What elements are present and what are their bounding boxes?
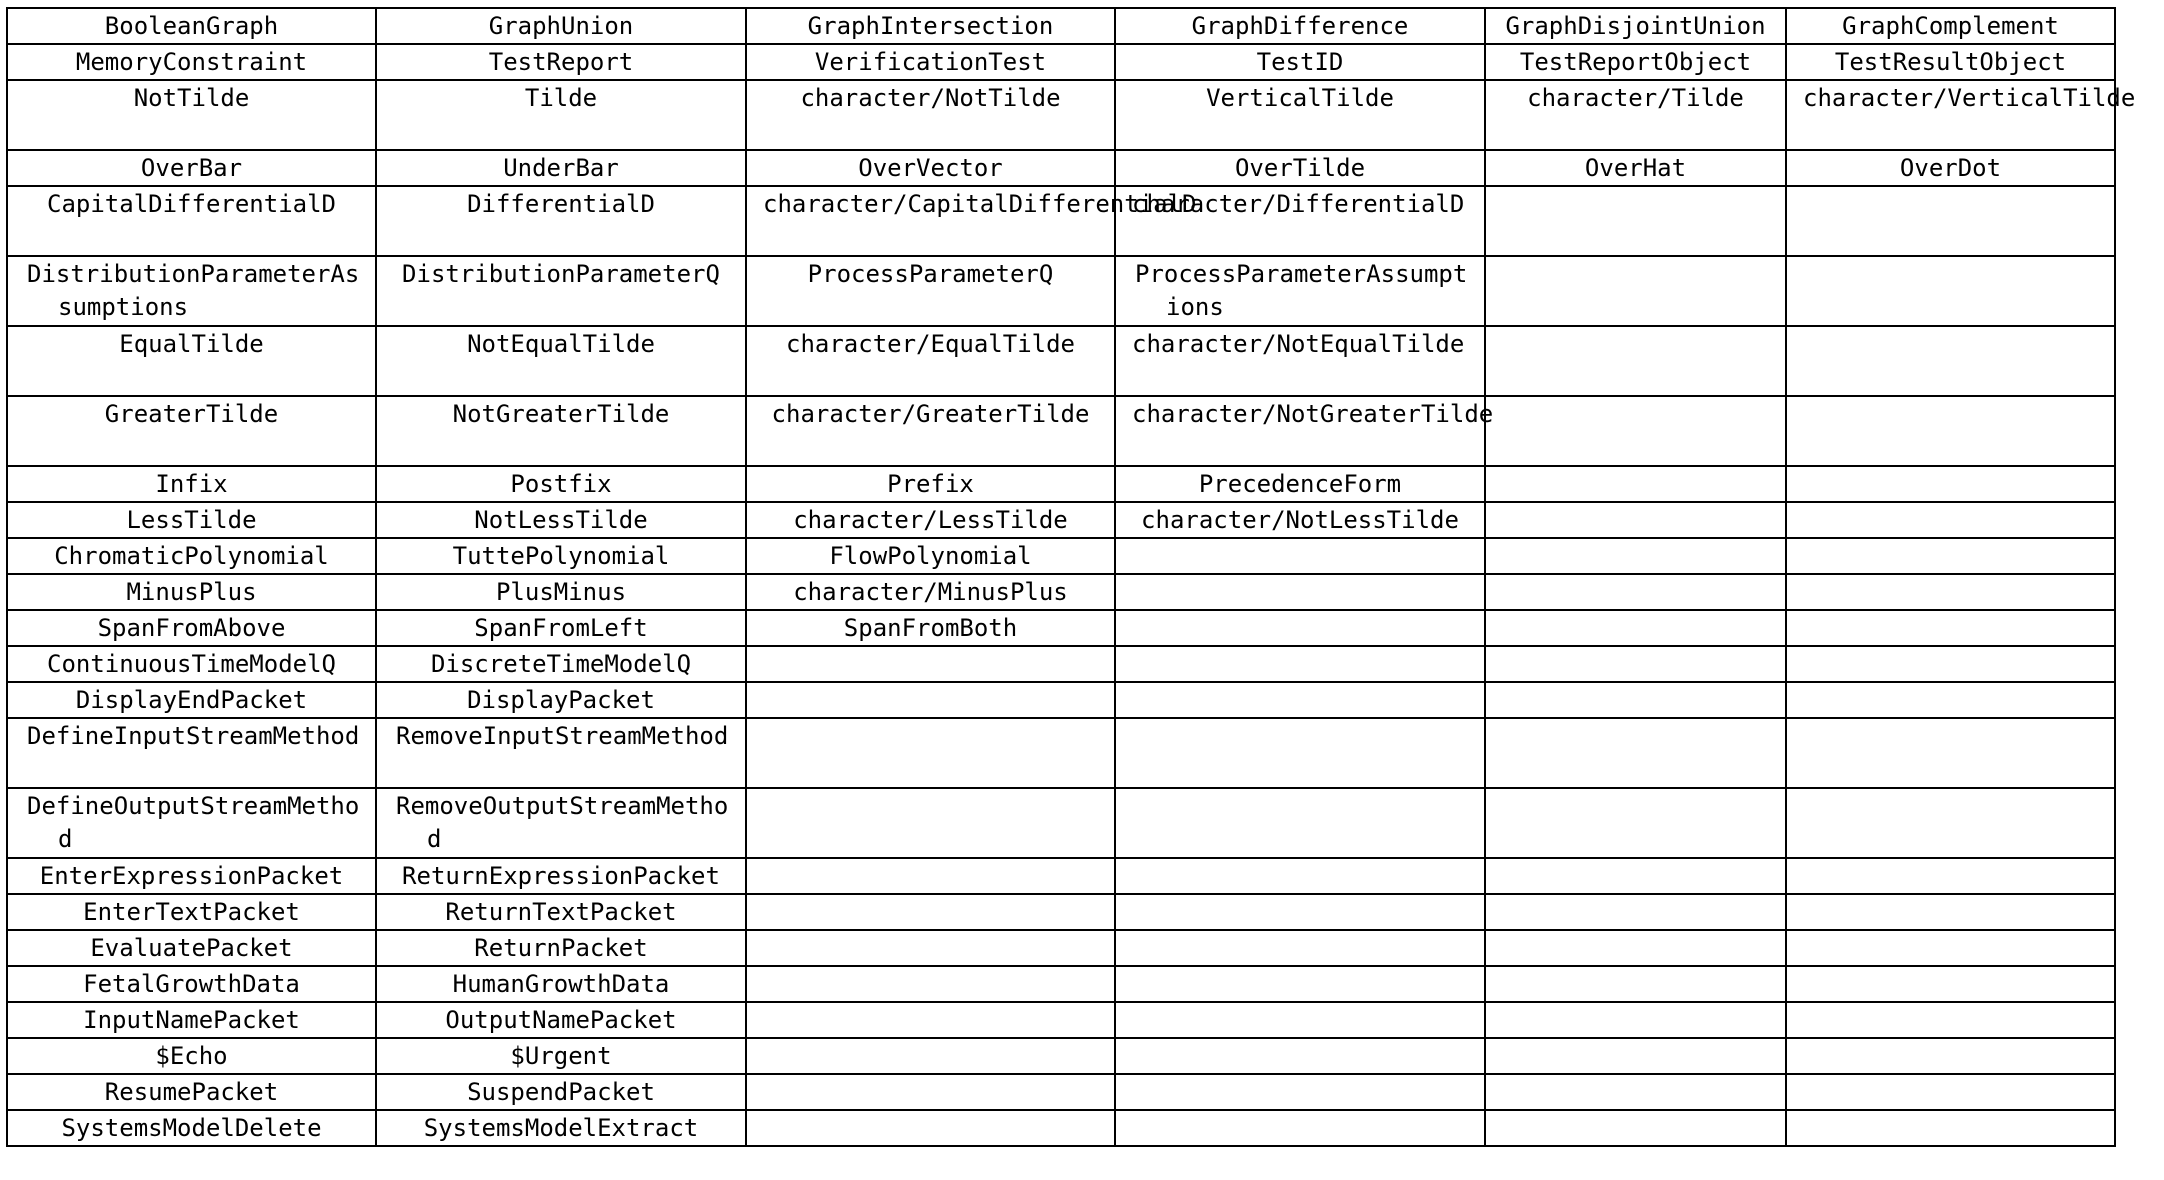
table-cell	[1786, 610, 2115, 646]
table-cell: Prefix	[746, 466, 1115, 502]
table-cell	[746, 646, 1115, 682]
table-row	[7, 1074, 2115, 1110]
table-cell	[1115, 1002, 1485, 1038]
table-cell	[1485, 256, 1786, 326]
table-cell	[1786, 256, 2115, 326]
table-cell: TuttePolynomial	[376, 538, 746, 574]
table-cell	[1115, 1038, 1485, 1074]
table-cell	[1485, 646, 1786, 682]
symbol-table	[6, 7, 2136, 1147]
table-cell	[1786, 574, 2115, 610]
table-cell: DiscreteTimeModelQ	[376, 646, 746, 682]
table-cell	[746, 1038, 1115, 1074]
table-cell	[1786, 538, 2115, 574]
table-row	[7, 1038, 2115, 1074]
table-cell: character/CapitalDifferentialD	[746, 186, 1115, 256]
table-row	[7, 610, 2115, 646]
table-cell	[1115, 858, 1485, 894]
table-cell: NotEqualTilde	[376, 326, 746, 396]
table-cell: Tilde	[376, 80, 746, 150]
table-cell: character/NotGreaterTilde	[1115, 396, 1485, 466]
table-row	[7, 930, 2115, 966]
table-cell: ReturnPacket	[376, 930, 746, 966]
table-cell: ResumePacket	[7, 1074, 376, 1110]
table-cell	[1485, 1038, 1786, 1074]
table-row	[7, 1002, 2115, 1038]
table-cell: RemoveOutputStreamMethod	[376, 788, 746, 858]
table-cell: OutputNamePacket	[376, 1002, 746, 1038]
table-cell: $Urgent	[376, 1038, 746, 1074]
table-cell	[1485, 930, 1786, 966]
table-cell: CapitalDifferentialD	[7, 186, 376, 256]
table-cell: GraphUnion	[376, 8, 746, 44]
table-cell	[746, 1110, 1115, 1146]
table-cell	[1115, 966, 1485, 1002]
table-cell: SpanFromBoth	[746, 610, 1115, 646]
table-cell	[1115, 574, 1485, 610]
table-cell: $Echo	[7, 1038, 376, 1074]
table-cell: PlusMinus	[376, 574, 746, 610]
table-cell: PrecedenceForm	[1115, 466, 1485, 502]
table-cell: VerticalTilde	[1115, 80, 1485, 150]
table-cell	[1786, 396, 2115, 466]
table-cell	[1115, 646, 1485, 682]
table-cell	[746, 1002, 1115, 1038]
table-cell	[1485, 1074, 1786, 1110]
table-cell: ReturnTextPacket	[376, 894, 746, 930]
table-cell: GreaterTilde	[7, 396, 376, 466]
table-cell	[1485, 788, 1786, 858]
table-cell: character/Tilde	[1485, 80, 1786, 150]
table-cell: OverBar	[7, 150, 376, 186]
table-cell	[1786, 186, 2115, 256]
table-cell: FetalGrowthData	[7, 966, 376, 1002]
table-row	[7, 894, 2115, 930]
table-row	[7, 646, 2115, 682]
table-row	[7, 858, 2115, 894]
table-cell: HumanGrowthData	[376, 966, 746, 1002]
table-row	[7, 538, 2115, 574]
table-cell	[1115, 718, 1485, 788]
table-cell: OverHat	[1485, 150, 1786, 186]
table-cell: VerificationTest	[746, 44, 1115, 80]
table-cell	[1786, 1002, 2115, 1038]
table-row	[7, 8, 2115, 44]
table-cell: DistributionParameterQ	[376, 256, 746, 326]
table-cell: DefineOutputStreamMethod	[7, 788, 376, 858]
table-cell: Infix	[7, 466, 376, 502]
table-cell: GraphComplement	[1786, 8, 2115, 44]
table-cell	[1485, 396, 1786, 466]
table-row	[7, 256, 2115, 326]
table-cell: GraphIntersection	[746, 8, 1115, 44]
table-cell: InputNamePacket	[7, 1002, 376, 1038]
table-cell	[1786, 466, 2115, 502]
table-cell	[1115, 930, 1485, 966]
table-cell: RemoveInputStreamMethod	[376, 718, 746, 788]
table-row	[7, 396, 2115, 466]
table-row	[7, 44, 2115, 80]
table-cell: SystemsModelDelete	[7, 1110, 376, 1146]
table-cell	[1485, 894, 1786, 930]
table-cell: BooleanGraph	[7, 8, 376, 44]
table-cell: character/EqualTilde	[746, 326, 1115, 396]
symbol-table-sheet	[6, 7, 2136, 1147]
table-cell	[1786, 502, 2115, 538]
table-cell: character/LessTilde	[746, 502, 1115, 538]
table-cell	[1786, 894, 2115, 930]
table-cell	[1786, 1110, 2115, 1146]
table-cell	[1485, 466, 1786, 502]
table-cell	[1115, 1074, 1485, 1110]
table-cell: ChromaticPolynomial	[7, 538, 376, 574]
table-cell: TestReport	[376, 44, 746, 80]
table-cell: character/NotEqualTilde	[1115, 326, 1485, 396]
table-cell: NotTilde	[7, 80, 376, 150]
table-cell	[1786, 1038, 2115, 1074]
table-cell: OverDot	[1786, 150, 2115, 186]
table-cell: Postfix	[376, 466, 746, 502]
table-cell	[1485, 326, 1786, 396]
table-cell: character/DifferentialD	[1115, 186, 1485, 256]
table-cell	[746, 718, 1115, 788]
table-cell	[1786, 930, 2115, 966]
table-row	[7, 502, 2115, 538]
table-cell: TestID	[1115, 44, 1485, 80]
table-cell	[1115, 610, 1485, 646]
table-cell: MemoryConstraint	[7, 44, 376, 80]
table-cell: FlowPolynomial	[746, 538, 1115, 574]
table-row	[7, 682, 2115, 718]
table-cell: character/GreaterTilde	[746, 396, 1115, 466]
table-row	[7, 788, 2115, 858]
table-cell	[1485, 682, 1786, 718]
table-cell: character/NotLessTilde	[1115, 502, 1485, 538]
table-cell: SpanFromLeft	[376, 610, 746, 646]
table-cell: character/MinusPlus	[746, 574, 1115, 610]
table-cell	[746, 966, 1115, 1002]
table-cell: ProcessParameterAssumptions	[1115, 256, 1485, 326]
table-cell	[1485, 1002, 1786, 1038]
table-cell	[1485, 610, 1786, 646]
table-cell: OverVector	[746, 150, 1115, 186]
table-row	[7, 150, 2115, 186]
table-row	[7, 466, 2115, 502]
table-cell	[1786, 646, 2115, 682]
table-cell: TestReportObject	[1485, 44, 1786, 80]
table-cell: UnderBar	[376, 150, 746, 186]
table-cell: SuspendPacket	[376, 1074, 746, 1110]
table-cell: GraphDifference	[1115, 8, 1485, 44]
table-cell	[1485, 858, 1786, 894]
table-row	[7, 574, 2115, 610]
table-row	[7, 1110, 2115, 1146]
table-cell	[746, 1074, 1115, 1110]
table-cell: LessTilde	[7, 502, 376, 538]
table-cell: ReturnExpressionPacket	[376, 858, 746, 894]
table-cell: DisplayPacket	[376, 682, 746, 718]
table-cell	[1115, 788, 1485, 858]
table-cell	[746, 788, 1115, 858]
table-cell	[1115, 682, 1485, 718]
table-cell	[1485, 186, 1786, 256]
table-cell	[1786, 858, 2115, 894]
table-cell: TestResultObject	[1786, 44, 2115, 80]
table-row	[7, 718, 2115, 788]
table-cell	[746, 682, 1115, 718]
table-cell: DifferentialD	[376, 186, 746, 256]
table-cell: SystemsModelExtract	[376, 1110, 746, 1146]
table-cell	[746, 894, 1115, 930]
table-cell: OverTilde	[1115, 150, 1485, 186]
table-cell: character/NotTilde	[746, 80, 1115, 150]
table-cell	[1786, 966, 2115, 1002]
table-cell: SpanFromAbove	[7, 610, 376, 646]
table-cell: DistributionParameterAssumptions	[7, 256, 376, 326]
table-row	[7, 326, 2115, 396]
table-cell	[746, 930, 1115, 966]
table-row	[7, 80, 2115, 150]
table-cell	[1485, 502, 1786, 538]
table-cell: DisplayEndPacket	[7, 682, 376, 718]
table-cell	[1786, 326, 2115, 396]
table-cell	[1786, 682, 2115, 718]
table-cell	[746, 858, 1115, 894]
table-cell: NotGreaterTilde	[376, 396, 746, 466]
table-row	[7, 966, 2115, 1002]
table-cell	[1786, 718, 2115, 788]
table-cell: DefineInputStreamMethod	[7, 718, 376, 788]
table-cell	[1115, 894, 1485, 930]
table-cell	[1485, 574, 1786, 610]
table-cell: NotLessTilde	[376, 502, 746, 538]
table-cell: ProcessParameterQ	[746, 256, 1115, 326]
table-cell: EnterTextPacket	[7, 894, 376, 930]
table-cell: GraphDisjointUnion	[1485, 8, 1786, 44]
table-cell	[1115, 1110, 1485, 1146]
table-cell: EvaluatePacket	[7, 930, 376, 966]
table-cell	[1485, 1110, 1786, 1146]
table-cell	[1115, 538, 1485, 574]
table-cell	[1786, 1074, 2115, 1110]
table-row	[7, 186, 2115, 256]
table-cell: EqualTilde	[7, 326, 376, 396]
table-cell	[1485, 538, 1786, 574]
table-cell: ContinuousTimeModelQ	[7, 646, 376, 682]
table-cell: MinusPlus	[7, 574, 376, 610]
table-cell	[1786, 788, 2115, 858]
table-cell	[1485, 718, 1786, 788]
table-cell	[1485, 966, 1786, 1002]
table-cell: EnterExpressionPacket	[7, 858, 376, 894]
table-cell: character/VerticalTilde	[1786, 80, 2115, 150]
